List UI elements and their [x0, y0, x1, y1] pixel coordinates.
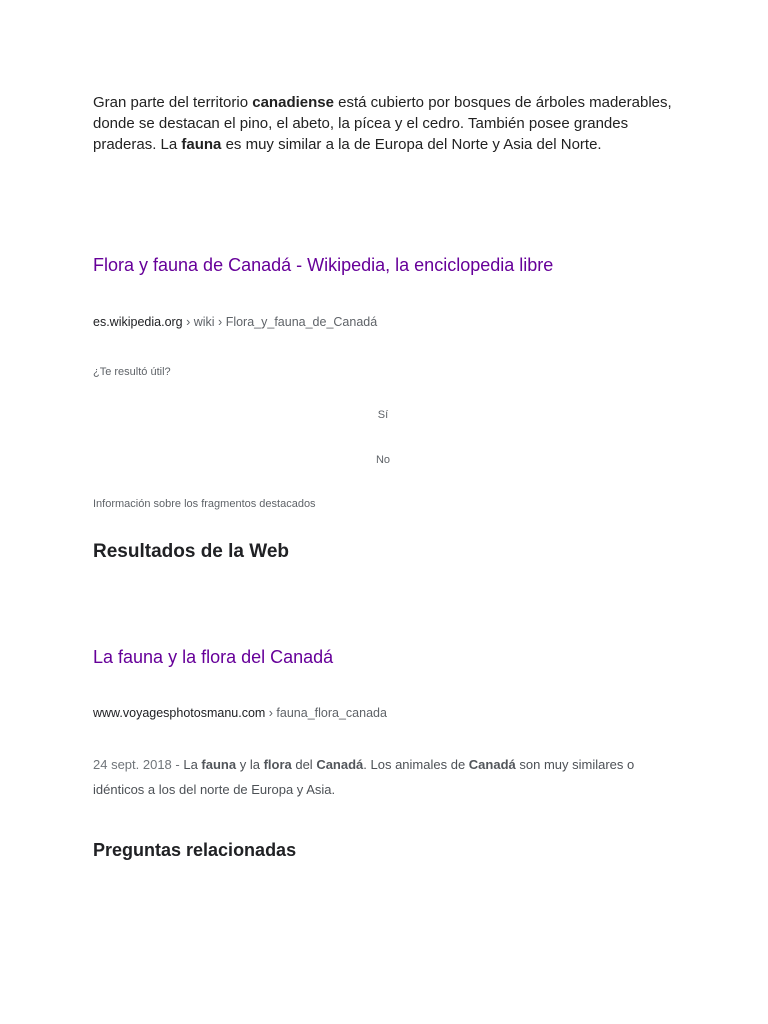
feedback-question: ¿Te resultó útil?: [93, 366, 171, 378]
url-path: › fauna_flora_canada: [265, 706, 387, 720]
desc-part: La: [183, 757, 202, 772]
feedback-no-button[interactable]: No: [375, 454, 391, 466]
desc-part-bold: fauna: [201, 757, 237, 772]
desc-part-bold: Canadá: [468, 757, 516, 772]
desc-part: y la: [236, 757, 264, 772]
result-date: 24 sept. 2018 -: [93, 757, 184, 772]
featured-snippet-text: [93, 92, 673, 155]
snippet-part-bold: fauna: [181, 136, 222, 153]
featured-result-url[interactable]: [93, 314, 377, 330]
web-results-heading: Resultados de la Web: [93, 541, 290, 562]
featured-snippets-info-link[interactable]: Información sobre los fragmentos destacados: [93, 498, 316, 510]
featured-result-title-link[interactable]: Flora y fauna de Canadá - Wikipedia, la enciclopedia libre: [93, 255, 554, 275]
url-path: › wiki › Flora_y_fauna_de_Canadá: [182, 315, 378, 329]
desc-part-bold: flora: [263, 757, 292, 772]
snippet-part-bold: canadiense: [252, 94, 334, 111]
result-title-link[interactable]: La fauna y la flora del Canadá: [93, 647, 334, 667]
result-description: [93, 752, 673, 802]
desc-part: del: [291, 757, 317, 772]
snippet-part: es muy similar a la de Europa del Norte y Asia del Norte.: [221, 136, 602, 153]
desc-part: son muy similares o idénticos a los del norte de Europa y Asia.: [93, 757, 635, 797]
result-url[interactable]: [93, 705, 387, 721]
snippet-part: Gran parte del territorio: [93, 94, 253, 111]
related-questions-heading: Preguntas relacionadas: [93, 840, 297, 860]
url-domain: es.wikipedia.org: [93, 315, 183, 329]
desc-part-bold: Canadá: [316, 757, 364, 772]
feedback-yes-button[interactable]: Sí: [377, 409, 389, 421]
snippet-part: está cubierto por bosques de árboles maderables, donde se destacan el pino, el abeto, la pícea y el cedro. También posee grandes praderas. La: [93, 94, 672, 153]
desc-part: . Los animales de: [363, 757, 469, 772]
url-domain: www.voyagesphotosmanu.com: [93, 706, 266, 720]
